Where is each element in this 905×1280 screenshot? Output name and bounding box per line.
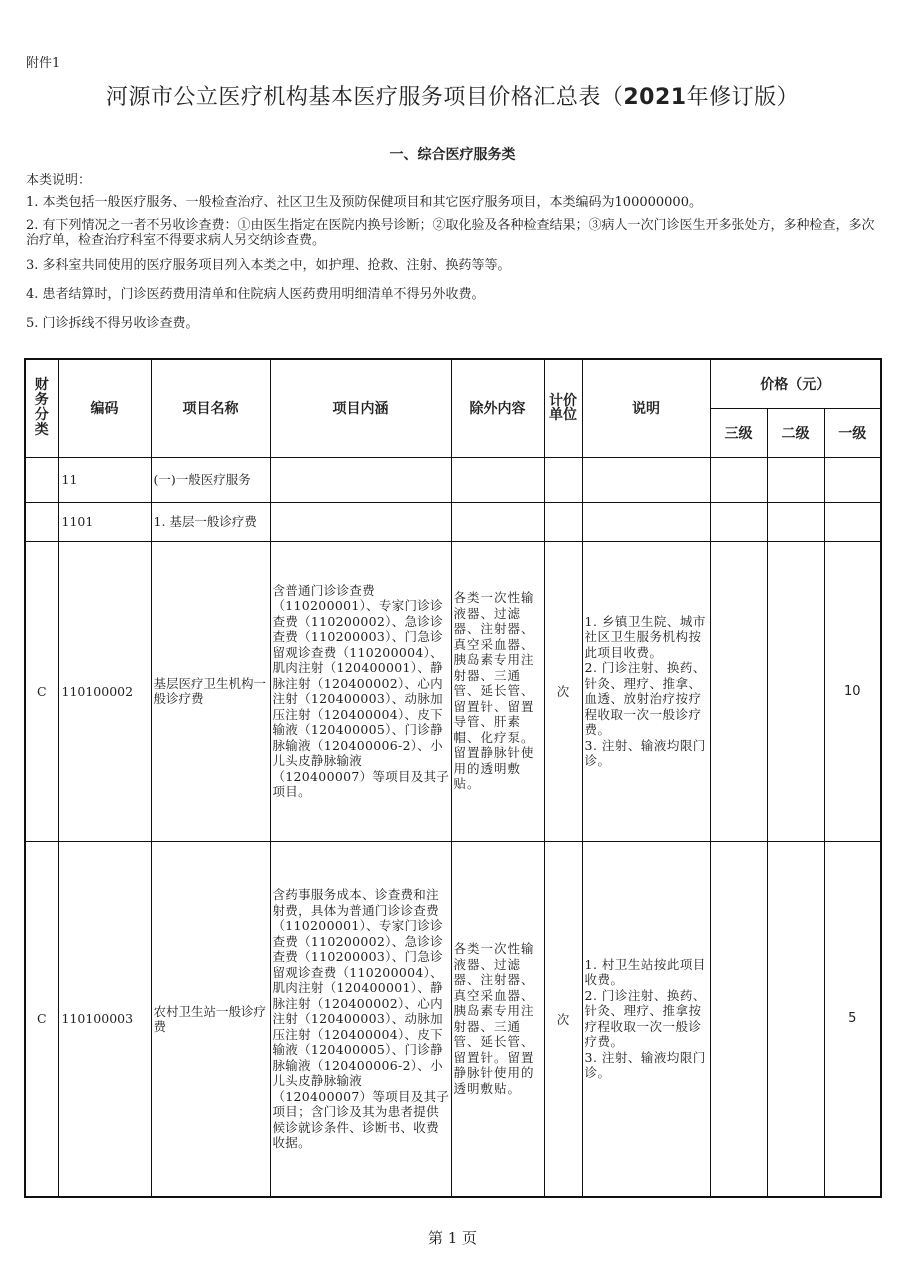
header-level1: 一级 xyxy=(824,408,881,457)
cell-code: 1101 xyxy=(58,502,151,541)
document-title xyxy=(0,80,905,111)
price-table xyxy=(24,358,882,1198)
cell-code: 110100002 xyxy=(58,541,151,841)
header-price-group: 价格（元） xyxy=(710,359,881,408)
header-content: 项目内涵 xyxy=(270,359,451,457)
cell-content: 含药事服务成本、诊查费和注射费，具体为普通门诊诊查费（110200001）、专家门诊诊查费（110200002）、急诊诊查费（110200003）、门急诊留观诊查费（110200004）、肌肉注射（120400001）、静脉注射（120400002）、心内注射（120400003）、动脉加压注射（120400004）、皮下输液（120400005）、门诊静脉输液（120400006-2）、小儿头皮静脉输液（120400007）等项目及其子项目；含门诊及其为患者提供候诊就诊条件、诊断书、收费收据。 xyxy=(270,841,451,1197)
cell-exclusions xyxy=(451,457,544,502)
cell-price-level2 xyxy=(767,841,824,1197)
cell-description: 1. 村卫生站按此项目收费。 2. 门诊注射、换药、针灸、理疗、推拿按疗程收取一次一般诊疗费。 3. 注射、输液均限门诊。 xyxy=(582,841,710,1197)
header-name: 项目名称 xyxy=(151,359,270,457)
section-heading: 一、综合医疗服务类 xyxy=(389,147,516,163)
title-tail: 年修订版） xyxy=(686,85,800,110)
cell-description xyxy=(582,457,710,502)
cell-code: 11 xyxy=(58,457,151,502)
title-year: 2021 xyxy=(623,85,687,110)
cell-name: 1. 基层一般诊疗费 xyxy=(151,502,270,541)
header-category: 财务分类 xyxy=(25,359,58,457)
note-item: 3. 多科室共同使用的医疗服务项目列入本类之中，如护理、抢救、注射、换药等等。 xyxy=(26,258,511,273)
table-row xyxy=(25,541,881,841)
cell-unit: 次 xyxy=(544,841,582,1197)
cell-name: 农村卫生站一般诊疗费 xyxy=(151,841,270,1197)
cell-category xyxy=(25,457,58,502)
table-row xyxy=(25,457,881,502)
cell-price-level2 xyxy=(767,457,824,502)
note-item: 1. 本类包括一般医疗服务、一般检查治疗、社区卫生及预防保健项目和其它医疗服务项目，本类编码为100000000。 xyxy=(26,195,702,210)
cell-name: 基层医疗卫生机构一般诊疗费 xyxy=(151,541,270,841)
header-level3: 三级 xyxy=(710,408,767,457)
cell-price-level2 xyxy=(767,541,824,841)
table-row xyxy=(25,502,881,541)
cell-unit xyxy=(544,502,582,541)
cell-unit xyxy=(544,457,582,502)
header-level2: 二级 xyxy=(767,408,824,457)
cell-category: C xyxy=(25,541,58,841)
cell-price-level1: 5 xyxy=(824,841,881,1197)
cell-code: 110100003 xyxy=(58,841,151,1197)
attachment-label: 附件1 xyxy=(26,56,61,71)
cell-description: 1. 乡镇卫生院、城市社区卫生服务机构按此项目收费。 2. 门诊注射、换药、针灸、理疗、推拿、血透、放射治疗按疗程收取一次一般诊疗费。 3. 注射、输液均限门诊。 xyxy=(582,541,710,841)
cell-name: (一)一般医疗服务 xyxy=(151,457,270,502)
header-exclusions: 除外内容 xyxy=(451,359,544,457)
header-unit: 计价单位 xyxy=(544,359,582,457)
cell-price-level1 xyxy=(824,502,881,541)
header-description: 说明 xyxy=(582,359,710,457)
cell-exclusions: 各类一次性输液器、过滤器、注射器、真空采血器、胰岛素专用注射器、三通管、延长管、留置针。留置静脉针使用的透明敷贴。 xyxy=(451,841,544,1197)
cell-unit: 次 xyxy=(544,541,582,841)
cell-exclusions: 各类一次性输液器、过滤器、注射器、真空采血器、胰岛素专用注射器、三通管、延长管、留置针、留置导管、肝素帽、化疗泵。留置静脉针使用的透明敷贴。 xyxy=(451,541,544,841)
cell-exclusions xyxy=(451,502,544,541)
cell-category: C xyxy=(25,841,58,1197)
cell-content xyxy=(270,457,451,502)
cell-content: 含普通门诊诊查费（110200001）、专家门诊诊查费（110200002）、急诊诊查费（110200003）、门急诊留观诊查费（110200004）、肌肉注射（120400001）、静脉注射（120400002）、心内注射（120400003）、动脉加压注射（120400004）、皮下输液（120400005）、门诊静脉输液（120400006-2）、小儿头皮静脉输液（120400007）等项目及其子项目。 xyxy=(270,541,451,841)
cell-price-level3 xyxy=(710,457,767,502)
title-main: 河源市公立医疗机构基本医疗服务项目价格汇总表（ xyxy=(105,85,624,110)
category-notes xyxy=(26,173,886,331)
cell-price-level3 xyxy=(710,841,767,1197)
cell-price-level1 xyxy=(824,457,881,502)
note-item: 2. 有下列情况之一者不另收诊查费：①由医生指定在医院内换号诊断；②取化验及各种检查结果；③病人一次门诊医生开多张处方，多种检查，多次治疗单，检查治疗科室不得要求病人另交纳诊查费。 xyxy=(26,218,875,248)
cell-category xyxy=(25,502,58,541)
cell-content xyxy=(270,502,451,541)
note-item: 5. 门诊拆线不得另收诊查费。 xyxy=(26,316,199,331)
cell-description xyxy=(582,502,710,541)
cell-price-level2 xyxy=(767,502,824,541)
page-number: 第 1 页 xyxy=(427,1229,478,1247)
note-item: 4. 患者结算时，门诊医药费用清单和住院病人医药费用明细清单不得另外收费。 xyxy=(26,287,485,302)
notes-heading: 本类说明： xyxy=(26,173,92,188)
cell-price-level1: 10 xyxy=(824,541,881,841)
cell-price-level3 xyxy=(710,541,767,841)
header-code: 编码 xyxy=(58,359,151,457)
cell-price-level3 xyxy=(710,502,767,541)
table-row xyxy=(25,841,881,1197)
